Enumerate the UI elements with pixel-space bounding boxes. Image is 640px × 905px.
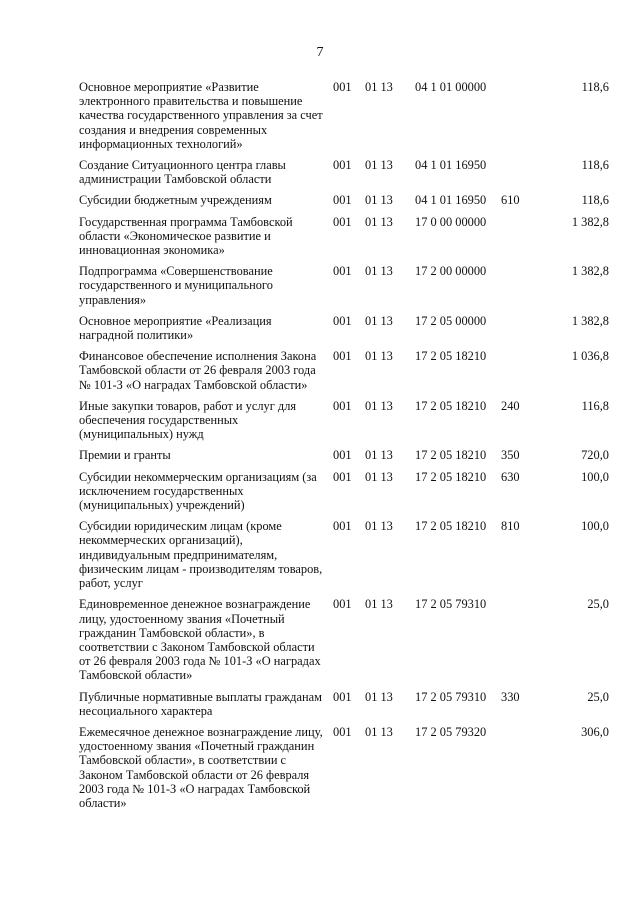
section-code: 01 13 xyxy=(365,724,393,739)
amount: 25,0 xyxy=(587,597,609,612)
amount: 100,0 xyxy=(581,519,609,534)
target-article-code: 17 2 05 18210 xyxy=(415,349,487,364)
section-code: 01 13 xyxy=(365,264,393,279)
target-article-code: 04 1 01 00000 xyxy=(415,80,487,94)
target-article-code: 17 2 05 79310 xyxy=(415,689,487,704)
target-article-code: 17 2 00 00000 xyxy=(415,264,487,279)
expense-type-code xyxy=(501,215,547,258)
amount: 118,6 xyxy=(581,80,609,94)
expense-name: Субсидии бюджетным учреждениям xyxy=(79,193,272,208)
amount: 720,0 xyxy=(581,448,609,463)
department-code: 001 xyxy=(333,264,352,279)
section-code: 01 13 xyxy=(365,519,393,534)
table-row xyxy=(79,690,609,718)
department-code: 001 xyxy=(333,689,352,704)
section-code: 01 13 xyxy=(365,193,393,208)
expense-name: Публичные нормативные выплаты гражданам несоциального характера xyxy=(79,689,322,718)
target-article-code: 17 2 05 79320 xyxy=(415,724,487,739)
expense-type-code xyxy=(501,80,547,151)
section-code: 01 13 xyxy=(365,469,393,484)
target-article-code: 17 2 05 18210 xyxy=(415,448,487,463)
department-code: 001 xyxy=(333,349,352,364)
table-row xyxy=(79,314,609,342)
department-code: 001 xyxy=(333,193,352,208)
table-row xyxy=(79,193,609,207)
section-code: 01 13 xyxy=(365,349,393,364)
expense-type-code: 630 xyxy=(501,469,520,484)
expense-name: Субсидии некоммерческим организациям (за исключением государственных (муниципальных) учреждений) xyxy=(79,469,317,513)
expense-type-code xyxy=(501,597,547,682)
budget-table xyxy=(79,80,609,817)
section-code: 01 13 xyxy=(365,398,393,413)
expense-name: Государственная программа Тамбовской области «Экономическое развитие и инновационная экономика» xyxy=(79,214,293,258)
department-code: 001 xyxy=(333,214,352,229)
expense-type-code xyxy=(501,314,547,342)
expense-type-code: 810 xyxy=(501,519,520,534)
expense-name: Ежемесячное денежное вознаграждение лицу, удостоенному звания «Почетный гражданин Тамбовской области», в соответствии с Законом Тамбовской области от 26 февраля 2003 года № 101-З «О наградах Тамбовской области» xyxy=(79,724,323,810)
table-row xyxy=(79,264,609,307)
expense-type-code xyxy=(501,725,547,810)
expense-name: Иные закупки товаров, работ и услуг для обеспечения государственных (муниципальных) нужд xyxy=(79,398,297,442)
table-row xyxy=(79,597,609,682)
department-code: 001 xyxy=(333,398,352,413)
page-number: 7 xyxy=(316,45,324,60)
expense-name: Финансовое обеспечение исполнения Закона Тамбовской области от 26 февраля 2003 года № 101-З «О наградах Тамбовской области» xyxy=(79,349,317,392)
department-code: 001 xyxy=(333,448,352,463)
table-row xyxy=(79,215,609,258)
department-code: 001 xyxy=(333,469,352,484)
table-row xyxy=(79,519,609,590)
table-row xyxy=(79,349,609,392)
amount: 118,6 xyxy=(581,193,609,208)
expense-name: Создание Ситуационного центра главы администрации Тамбовской области xyxy=(79,158,286,187)
target-article-code: 17 2 05 18210 xyxy=(415,469,487,484)
department-code: 001 xyxy=(333,519,352,534)
section-code: 01 13 xyxy=(365,158,393,173)
amount: 1 382,8 xyxy=(571,313,609,328)
target-article-code: 17 2 05 18210 xyxy=(415,519,487,534)
expense-name: Основное мероприятие «Развитие электронного правительства и повышение качества государственного управления за счет создания и внедрения современных информационных технологий» xyxy=(79,80,323,151)
expense-type-code: 330 xyxy=(501,689,520,704)
amount: 116,8 xyxy=(581,398,609,413)
target-article-code: 17 2 05 79310 xyxy=(415,597,487,612)
expense-type-code: 240 xyxy=(501,398,520,413)
expense-name: Подпрограмма «Совершенствование государственного и муниципального управления» xyxy=(79,264,273,307)
target-article-code: 17 2 05 18210 xyxy=(415,398,487,413)
expense-type-code xyxy=(501,158,547,186)
section-code: 01 13 xyxy=(365,597,393,612)
target-article-code: 04 1 01 16950 xyxy=(415,158,487,173)
department-code: 001 xyxy=(333,313,352,328)
expense-type-code: 610 xyxy=(501,193,520,208)
section-code: 01 13 xyxy=(365,80,393,94)
department-code: 001 xyxy=(333,80,352,94)
expense-type-code xyxy=(501,264,547,307)
expense-name: Основное мероприятие «Реализация наградной политики» xyxy=(79,313,272,343)
amount: 306,0 xyxy=(581,724,609,739)
department-code: 001 xyxy=(333,597,352,612)
table-row xyxy=(79,399,609,442)
expense-name: Субсидии юридическим лицам (кроме некоммерческих организаций), индивидуальным предпринимателям, физическим лицам - производителям товаров, работ, услуг xyxy=(79,519,323,591)
department-code: 001 xyxy=(333,158,352,173)
amount: 25,0 xyxy=(587,689,609,704)
expense-type-code xyxy=(501,349,547,392)
section-code: 01 13 xyxy=(365,689,393,704)
target-article-code: 17 2 05 00000 xyxy=(415,313,487,328)
expense-name: Единовременное денежное вознаграждение лицу, удостоенному звания «Почетный гражданин Тамбовской области», в соответствии с Законом Тамбовской области от 26 февраля 2003 года № 101-З «О наградах Тамбовской области» xyxy=(79,597,321,683)
expense-name: Премии и гранты xyxy=(79,448,171,463)
amount: 118,6 xyxy=(581,158,609,173)
amount: 1 036,8 xyxy=(571,349,609,364)
table-row xyxy=(79,448,609,462)
table-row xyxy=(79,725,609,810)
section-code: 01 13 xyxy=(365,313,393,328)
table-row xyxy=(79,80,609,151)
amount: 100,0 xyxy=(581,469,609,484)
target-article-code: 04 1 01 16950 xyxy=(415,193,487,208)
amount: 1 382,8 xyxy=(571,214,609,229)
section-code: 01 13 xyxy=(365,448,393,463)
table-row xyxy=(79,470,609,513)
department-code: 001 xyxy=(333,724,352,739)
table-row xyxy=(79,158,609,186)
target-article-code: 17 0 00 00000 xyxy=(415,214,487,229)
expense-type-code: 350 xyxy=(501,448,520,463)
section-code: 01 13 xyxy=(365,214,393,229)
amount: 1 382,8 xyxy=(571,264,609,279)
